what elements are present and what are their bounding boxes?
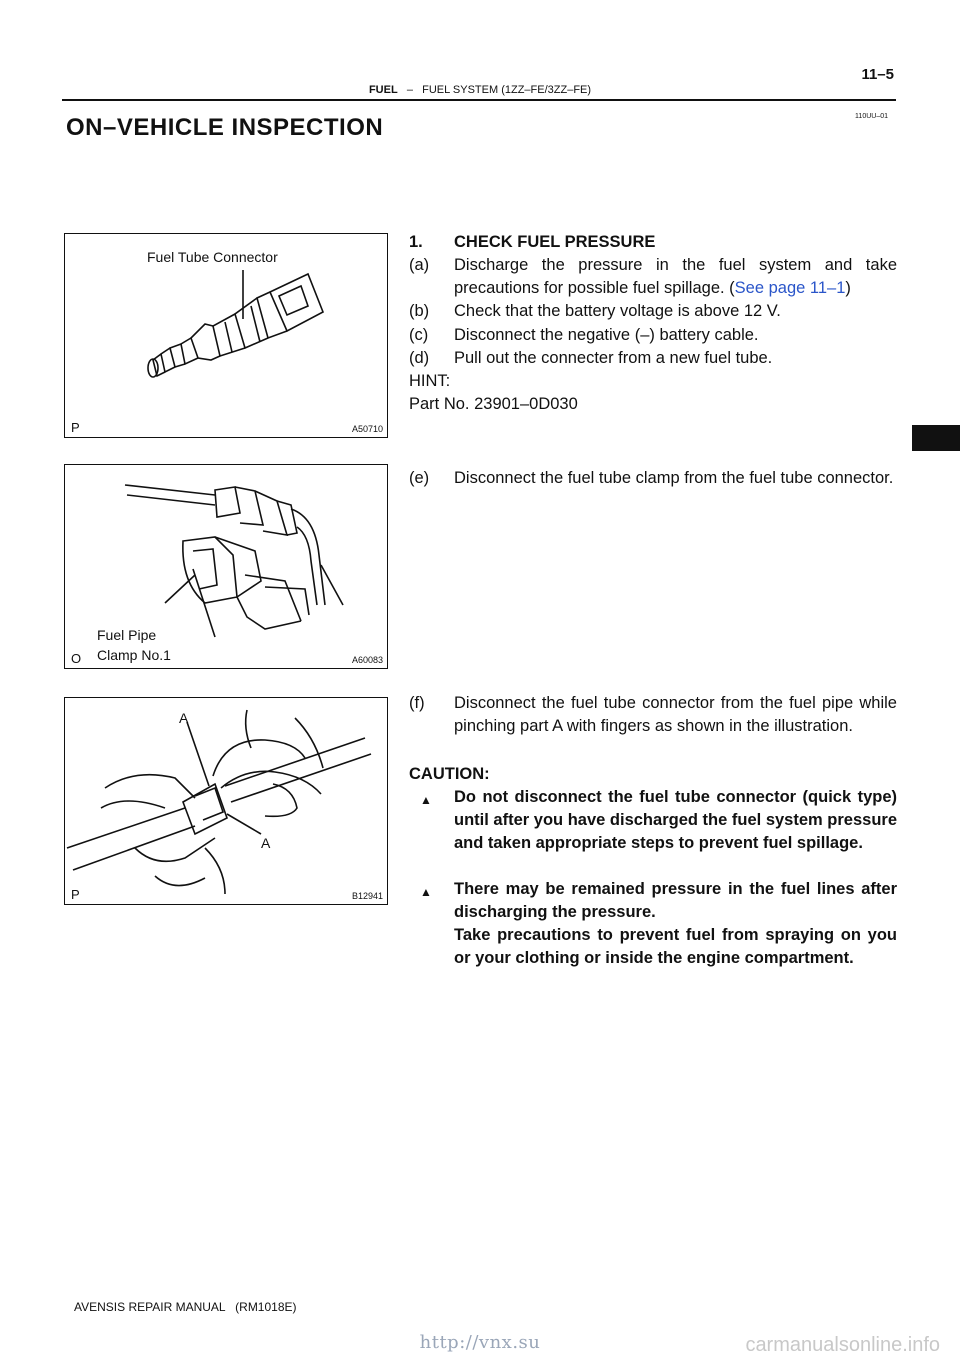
figure-corner-mark: O xyxy=(71,651,82,666)
figure-label-a-top: A xyxy=(179,710,189,726)
step-text xyxy=(454,254,897,300)
caution-text: Take precautions to prevent fuel from spraying on you or your clothing or inside the engine compartment. xyxy=(454,926,897,967)
header-subsection: FUEL SYSTEM (1ZZ–FE/3ZZ–FE) xyxy=(422,84,592,96)
step-1 xyxy=(409,231,897,254)
step-text: CHECK FUEL PRESSURE xyxy=(454,233,656,251)
figure-code: A60083 xyxy=(351,655,383,665)
step-e xyxy=(409,467,897,513)
step-marker: (e) xyxy=(409,469,430,487)
header-section: FUEL xyxy=(368,84,398,96)
step-marker: (f) xyxy=(409,694,425,712)
figure-callout-fuel-tube-connector: Fuel Tube Connector xyxy=(147,249,278,265)
step-text: Disconnect the negative (–) battery cable. xyxy=(454,326,759,344)
step-text: Disconnect the fuel tube connector from the fuel pipe while pinching part A with fingers as shown in the illustration. xyxy=(454,694,897,735)
figure-code: B12941 xyxy=(351,891,383,901)
step-a-text: Discharge the pressure in the fuel system and take precautions for possible fuel spillage. ( xyxy=(454,256,897,297)
callout-line-2: Clamp No.1 xyxy=(97,647,171,663)
step-text: Pull out the connecter from a new fuel tube. xyxy=(454,349,773,367)
caution-text: There may be remained pressure in the fuel lines after discharging the pressure. xyxy=(454,880,897,921)
figure-disconnect-connector xyxy=(64,697,388,905)
caution-item-2 xyxy=(409,878,897,924)
running-header xyxy=(0,84,960,96)
figure-fuel-pipe-clamp xyxy=(64,464,388,669)
document-code: 110UU–01 xyxy=(855,113,888,120)
step-a-text-end: ) xyxy=(845,279,851,297)
step-b xyxy=(409,300,897,323)
header-separator: – xyxy=(406,84,413,96)
page-number: 11–5 xyxy=(861,66,894,83)
step-d xyxy=(409,347,897,370)
triangle-bullet-icon: ▲ xyxy=(420,793,432,807)
callout-line-1: Fuel Pipe xyxy=(97,627,157,643)
figure-callout-fuel-pipe-clamp xyxy=(97,625,171,665)
caution-label: CAUTION: xyxy=(409,765,490,783)
figure-corner-mark: P xyxy=(71,887,80,902)
step-marker: (b) xyxy=(409,302,430,320)
caution-item-2-continued xyxy=(409,924,897,993)
step-f xyxy=(409,692,897,761)
step-marker: (d) xyxy=(409,349,430,367)
step-marker: 1. xyxy=(409,233,423,251)
step-text: Disconnect the fuel tube clamp from the fuel tube connector. xyxy=(454,469,894,487)
step-text: Check that the battery voltage is above 12 V. xyxy=(454,302,781,320)
disconnect-connector-illustration xyxy=(65,698,389,906)
see-page-link[interactable]: See page 11–1 xyxy=(734,279,846,297)
step-c xyxy=(409,324,897,347)
step-a xyxy=(409,254,897,300)
figure-corner-mark: P xyxy=(71,420,80,435)
watermark-site: carmanualsonline.info xyxy=(745,1334,940,1356)
caution-item-1 xyxy=(409,786,897,878)
watermark-url[interactable]: http://vnx.su xyxy=(419,1332,541,1353)
hint-label: HINT: xyxy=(409,372,451,390)
triangle-bullet-icon: ▲ xyxy=(420,885,432,899)
section-tab-marker xyxy=(912,425,960,451)
figure-label-a-bottom: A xyxy=(261,835,271,851)
caution-text: Do not disconnect the fuel tube connector (quick type) until after you have discharged the fuel system pressure and taken appropriate steps to prevent fuel spillage. xyxy=(454,788,897,852)
step-marker: (a) xyxy=(409,256,430,274)
footer-manual-name: AVENSIS REPAIR MANUAL (RM1018E) xyxy=(74,1300,297,1314)
hint-text: Part No. 23901–0D030 xyxy=(409,395,578,413)
page-title: ON–VEHICLE INSPECTION xyxy=(66,114,384,141)
header-rule xyxy=(62,99,896,101)
figure-code: A50710 xyxy=(351,424,383,434)
figure-fuel-tube-connector xyxy=(64,233,388,438)
step-marker: (c) xyxy=(409,326,429,344)
